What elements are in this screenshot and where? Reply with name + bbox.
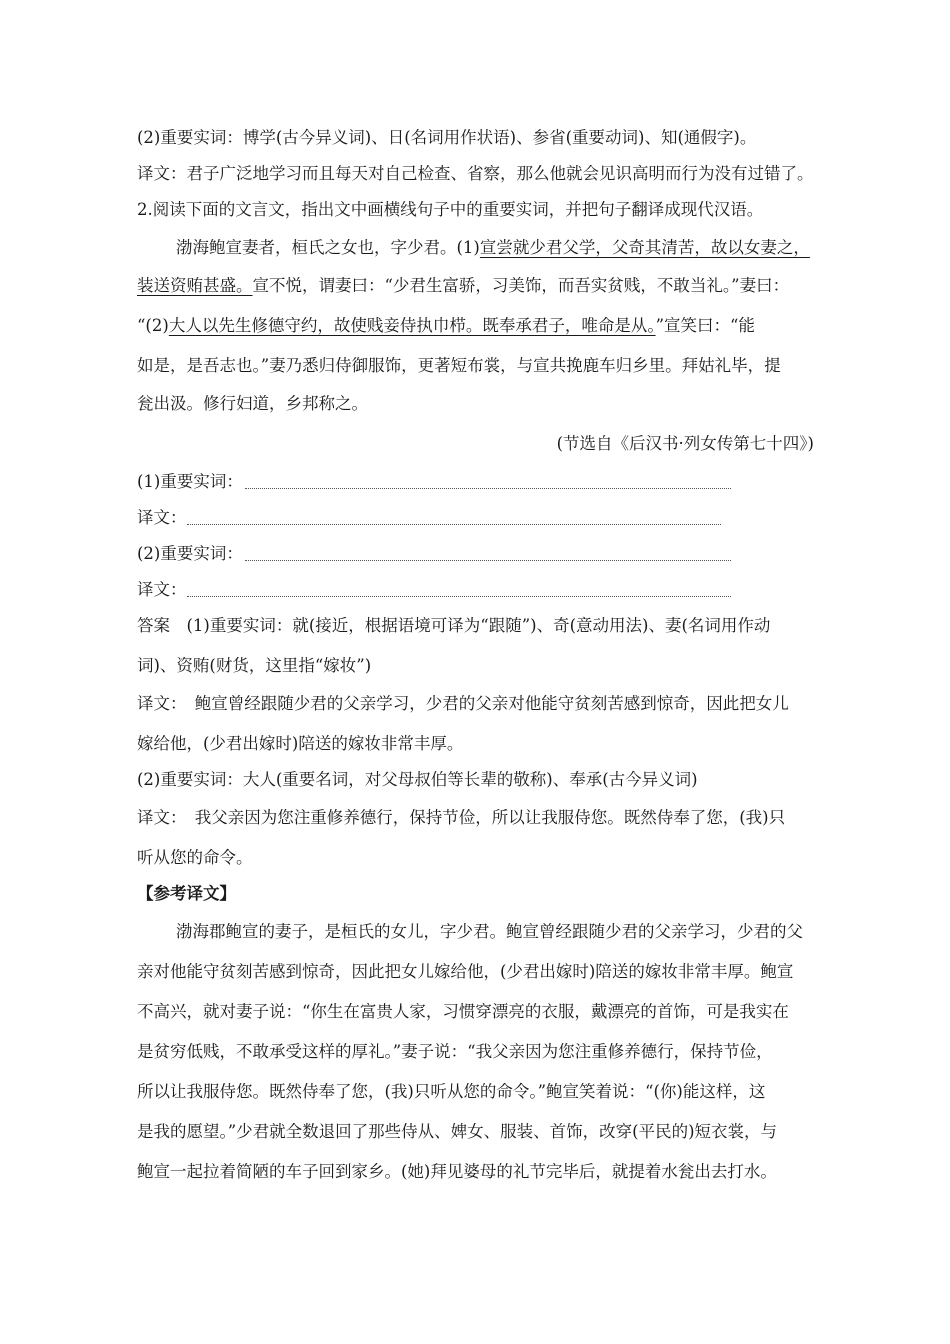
blank-row-4: [137, 579, 837, 601]
answer-line-3: 译文： 鲍宣曾经跟随少君的父亲学习，少君的父亲对他能守贫刻苦感到惊奇，因此把女儿: [137, 694, 789, 713]
answer-line-2: 词)、资贿(财货，这里指“嫁妆”): [137, 656, 372, 675]
answer-line-5: (2)重要实词：大人(重要名词，对父母叔伯等长辈的敬称)、奉承(古今异义词): [137, 770, 698, 789]
blank-label: (2)重要实词：: [137, 544, 243, 563]
answer-blank-2[interactable]: [187, 524, 721, 525]
blank-label: 译文：: [137, 508, 187, 527]
reference-line-6: 是我的愿望。”少君就全数退回了那些侍从、婢女、服装、首饰，改穿(平民的)短衣裳，与: [137, 1122, 778, 1141]
passage-source: (节选自《后汉书·列女传第七十四》): [556, 434, 814, 453]
answer-line-6: 译文： 我父亲因为您注重修养德行，保持节俭，所以让我服侍您。既然侍奉了您，(我)只: [137, 808, 786, 827]
reference-line-3: 不高兴，就对妻子说：“你生在富贵人家，习惯穿漂亮的衣服，戴漂亮的首饰，可是我实在: [137, 1002, 789, 1021]
question-2-prompt: 2.阅读下面的文言文，指出文中画横线句子中的重要实词，并把句子翻译成现代汉语。: [137, 200, 764, 219]
reference-line-7: 鲍宣一起拉着简陋的车子回到家乡。(她)拜见婆母的礼节完毕后，就提着水瓮出去打水。: [137, 1162, 777, 1181]
blank-label: (1)重要实词：: [137, 472, 243, 491]
passage-text: 宣不悦，谓妻曰：“少君生富骄，习美饰，而吾实贫贱，不敢当礼。”妻曰：: [252, 276, 790, 295]
answer-line-1: 答案 (1)重要实词：就(接近，根据语境可译为“跟随”)、奇(意动用法)、妻(名词用作动: [137, 616, 771, 635]
passage-line-4: 如是，是吾志也。”妻乃悉归侍御服饰，更著短布裳，与宣共挽鹿车归乡里。拜姑礼毕，提: [137, 356, 781, 375]
blank-row-1: [137, 471, 837, 493]
answer-line-1-2: (2)重要实词：博学(古今异义词)、日(名词用作状语)、参省(重要动词)、知(通假字)。: [137, 128, 757, 147]
passage-line-5: 瓮出汲。修行妇道，乡邦称之。: [137, 394, 368, 413]
answer-line-7: 听从您的命令。: [137, 848, 253, 867]
reference-line-4: 是贫穷低贱，不敢承受这样的厚礼。”妻子说：“我父亲因为您注重修养德行，保持节俭，: [137, 1042, 773, 1061]
passage-line-3: [137, 315, 827, 337]
passage-line-2: [137, 275, 827, 297]
passage-text: ”宣笑曰：“能: [655, 316, 755, 335]
answer-blank-4[interactable]: [187, 596, 731, 597]
reference-line-2: 亲对他能守贫刻苦感到惊奇，因此把女儿嫁给他，(少君出嫁时)陪送的嫁妆非常丰厚。鲍宣: [137, 962, 794, 981]
reference-line-1: 渤海郡鲍宣的妻子，是桓氏的女儿，字少君。鲍宣曾经跟随少君的父亲学习，少君的父: [176, 922, 803, 941]
underlined-sentence-1a: 宣尝就少君父学，父奇其清苦，故以女妻之，: [479, 238, 810, 257]
translation-line: 译文：君子广泛地学习而且每天对自己检查、省察，那么他就会见识高明而行为没有过错了。: [137, 164, 814, 183]
underlined-sentence-2: 大人以先生修德守约，故使贱妾侍执巾栉。既奉承君子，唯命是从。: [168, 316, 656, 335]
passage-text: 渤海鲍宣妻者，桓氏之女也，字少君。(1): [176, 238, 480, 257]
blank-label: 译文：: [137, 580, 187, 599]
reference-line-5: 所以让我服侍您。既然侍奉了您，(我)只听从您的命令。”鲍宣笑着说：“(你)能这样，这: [137, 1082, 766, 1101]
passage-text: “(2): [137, 316, 169, 335]
reference-heading: 【参考译文】: [137, 884, 236, 903]
blank-row-2: [137, 507, 837, 529]
answer-blank-3[interactable]: [245, 560, 731, 561]
answer-blank-1[interactable]: [245, 488, 731, 489]
answer-line-4: 嫁给他，(少君出嫁时)陪送的嫁妆非常丰厚。: [137, 734, 464, 753]
passage-line-1: [176, 237, 866, 259]
underlined-sentence-1b: 装送资贿甚盛。: [137, 276, 253, 295]
blank-row-3: [137, 543, 837, 565]
